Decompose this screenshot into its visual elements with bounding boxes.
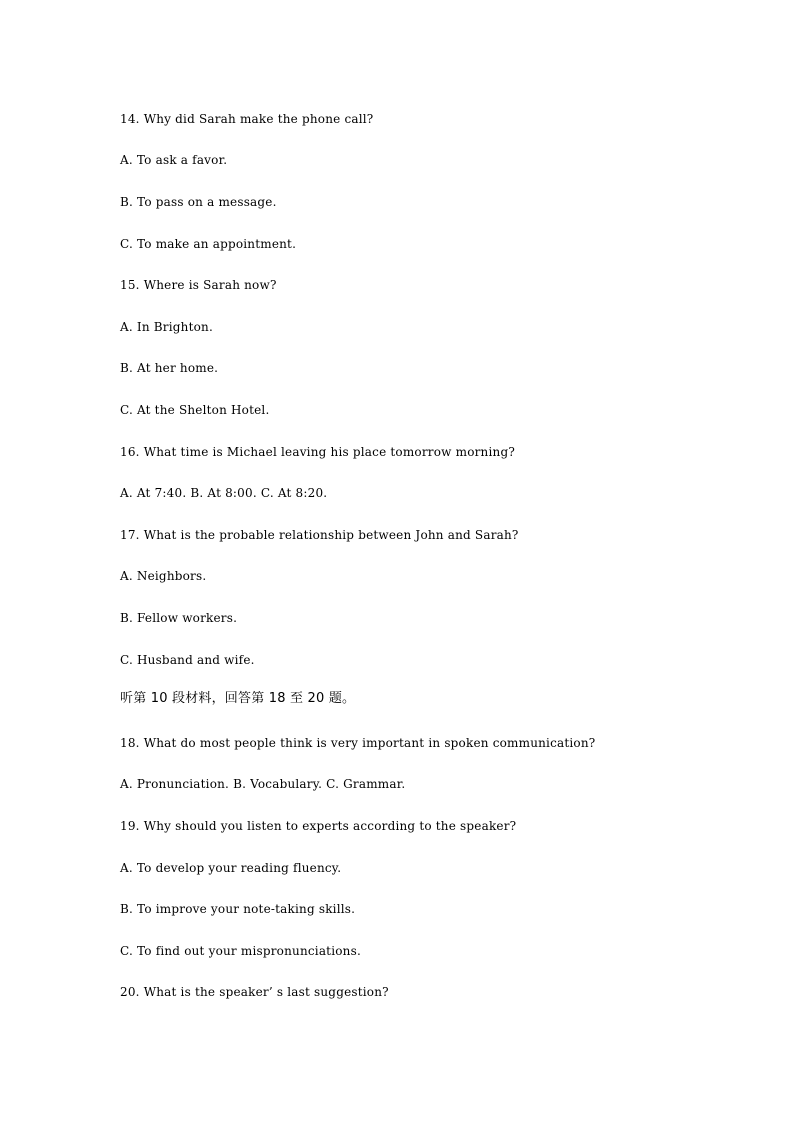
question-17-option-a: A. Neighbors. bbox=[120, 569, 207, 583]
question-17: 17. What is the probable relationship between John and Sarah? bbox=[120, 528, 519, 542]
question-14-option-b: B. To pass on a message. bbox=[120, 195, 277, 209]
question-15-option-b: B. At her home. bbox=[120, 361, 219, 375]
question-17-option-b: B. Fellow workers. bbox=[120, 611, 238, 625]
question-18: 18. What do most people think is very important in spoken communication? bbox=[120, 736, 596, 750]
question-14-option-a: A. To ask a favor. bbox=[120, 153, 228, 167]
question-15-option-a: A. In Brighton. bbox=[120, 320, 213, 334]
question-19-option-c: C. To find out your mispronunciations. bbox=[120, 944, 361, 958]
question-16-options: A. At 7:40. B. At 8:00. C. At 8:20. bbox=[120, 486, 328, 500]
question-15: 15. Where is Sarah now? bbox=[120, 278, 277, 292]
question-14-option-c: C. To make an appointment. bbox=[120, 237, 297, 251]
question-20: 20. What is the speaker’ s last suggestion? bbox=[120, 985, 389, 999]
question-18-options: A. Pronunciation. B. Vocabulary. C. Grammar. bbox=[120, 777, 406, 791]
question-19: 19. Why should you listen to experts according to the speaker? bbox=[120, 819, 517, 833]
question-15-option-c: C. At the Shelton Hotel. bbox=[120, 403, 270, 417]
question-17-option-c: C. Husband and wife. bbox=[120, 653, 255, 667]
section-heading: 听第 10 段材料，回答第 18 至 20 题。 bbox=[120, 691, 356, 706]
question-16: 16. What time is Michael leaving his place tomorrow morning? bbox=[120, 445, 515, 459]
question-14: 14. Why did Sarah make the phone call? bbox=[120, 112, 374, 126]
question-19-option-a: A. To develop your reading fluency. bbox=[120, 861, 342, 875]
question-19-option-b: B. To improve your note-taking skills. bbox=[120, 902, 356, 916]
